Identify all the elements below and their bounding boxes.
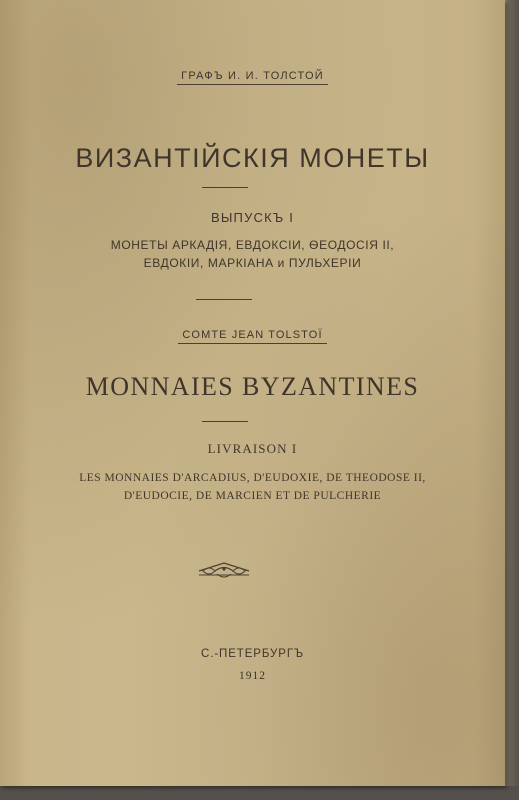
background-strip bbox=[0, 786, 519, 800]
french-author: COMTE JEAN TOLSTOÏ bbox=[178, 329, 326, 344]
divider bbox=[202, 187, 248, 188]
divider bbox=[196, 299, 252, 300]
french-author-line bbox=[0, 329, 505, 344]
russian-subtitle-line-2: ЕВДОКІИ, МАРКІАНА и ПУЛЬХЕРІИ bbox=[143, 256, 362, 270]
russian-issue: ВЫПУСКЪ I bbox=[210, 210, 295, 225]
publication-year: 1912 bbox=[239, 670, 266, 682]
page-edge bbox=[503, 0, 519, 800]
french-subtitle-line-2: D'EUDOCIE, DE MARCIEN ET DE PULCHERIE bbox=[123, 490, 382, 502]
russian-title: ВИЗАНТІЙСКІЯ МОНЕТЫ bbox=[75, 143, 430, 173]
floral-ornament-icon bbox=[197, 561, 251, 581]
publication-city: С.-ПЕТЕРБУРГЪ bbox=[201, 648, 304, 660]
russian-subtitle-line-1: МОНЕТЫ АРКАДІЯ, ЕВДОКСІИ, ѲЕОДОСІЯ II, bbox=[110, 238, 395, 252]
russian-author: ГРАФЪ И. И. ТОЛСТОЙ bbox=[177, 70, 328, 85]
russian-author-line bbox=[0, 70, 505, 85]
french-subtitle-line-1: LES MONNAIES D'ARCADIUS, D'EUDOXIE, DE THEODOSE II, bbox=[79, 472, 426, 484]
divider bbox=[202, 421, 248, 422]
french-issue: LIVRAISON I bbox=[207, 441, 298, 456]
french-title: MONNAIES BYZANTINES bbox=[85, 372, 420, 401]
